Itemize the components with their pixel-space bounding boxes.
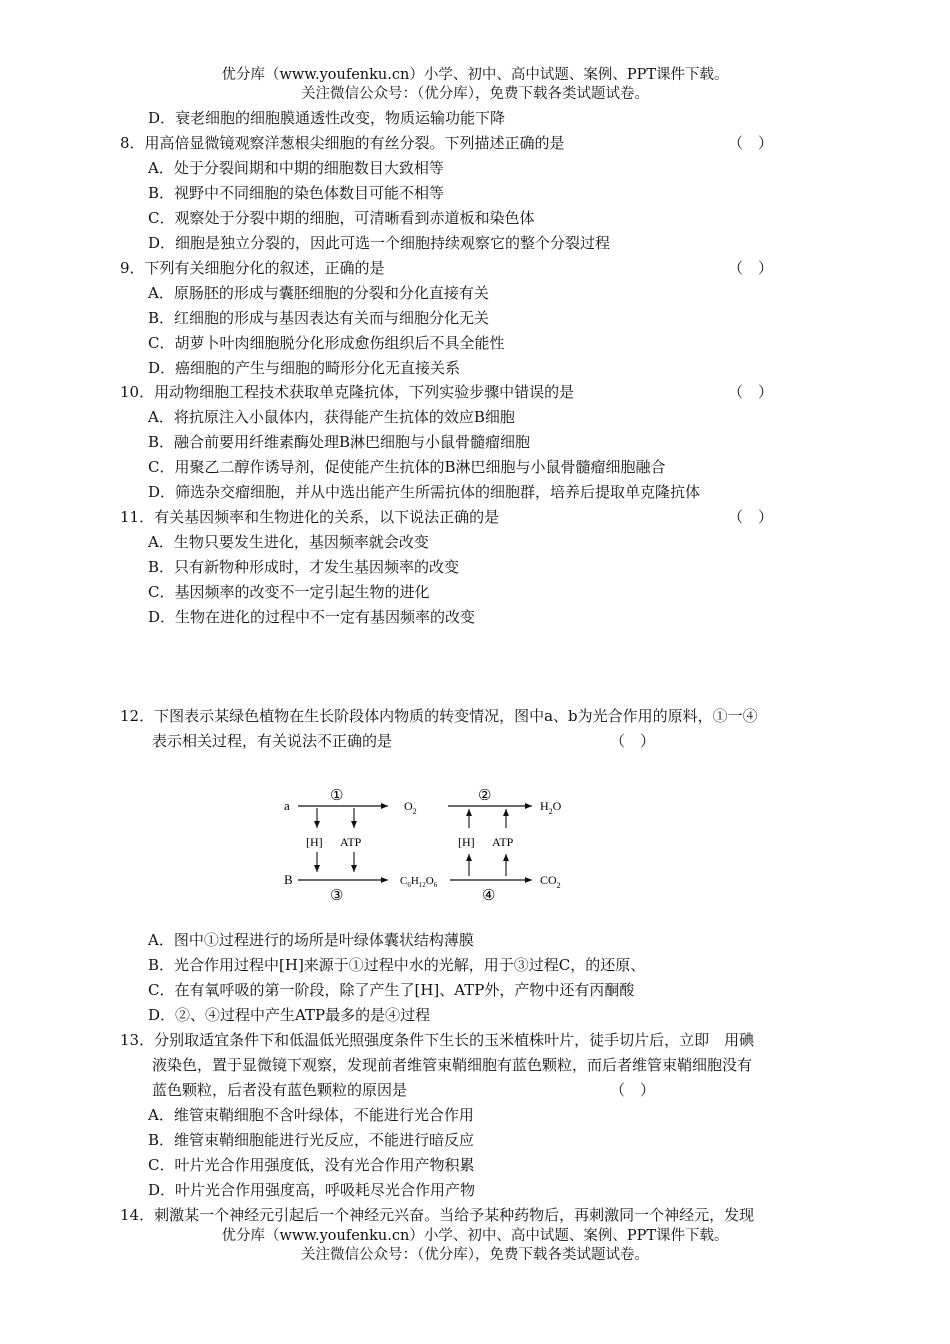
diagram-label-atp-2: ATP <box>492 835 514 849</box>
diagram-label-atp-1: ATP <box>340 835 362 849</box>
diagram-label-h2o: $H_2O$ <box>540 799 562 816</box>
page-header <box>0 66 950 104</box>
q12-option-c: C．在有氧呼吸的第一阶段，除了产生了[H]、ATP外，产物中还有丙酮酸 <box>148 981 635 999</box>
q10-option-b: B．融合前要用纤维素酶处理B淋巴细胞与小鼠骨髓瘤细胞 <box>148 433 531 451</box>
q9-answer-paren: （ ） <box>728 259 774 277</box>
q8-option-b: B．视野中不同细胞的染色体数目可能不相等 <box>148 184 445 202</box>
q11-option-b: B．只有新物种形成时，才发生基因频率的改变 <box>148 558 460 576</box>
q13-stem-line-1: 13．分别取适宜条件下和低温低光照强度条件下生长的玉米植株叶片，徒手切片后，立即 用碘 <box>120 1031 755 1049</box>
diagram-label-co2: $CO_2$ <box>540 873 561 890</box>
q9-option-a: A．原肠胚的形成与囊胚细胞的分裂和分化直接有关 <box>148 284 489 302</box>
q13-answer-paren: （ ） <box>610 1081 656 1099</box>
q13-option-a: A．维管束鞘细胞不含叶绿体，不能进行光合作用 <box>148 1106 474 1124</box>
q10-stem: 10．用动物细胞工程技术获取单克隆抗体，下列实验步骤中错误的是 <box>120 383 575 401</box>
diagram-process-2: ② <box>478 788 492 804</box>
q13-option-b: B．维管束鞘细胞能进行光反应，不能进行暗反应 <box>148 1131 475 1149</box>
header-line-2: 关注微信公众号：（优分库），免费下载各类试题试卷。 <box>301 86 649 102</box>
q10-option-d: D．筛选杂交瘤细胞，并从中选出能产生所需抗体的细胞群，培养后提取单克隆抗体 <box>148 483 701 501</box>
q12-photosynthesis-diagram <box>270 776 590 906</box>
q8-option-a: A．处于分裂间期和中期的细胞数目大致相等 <box>148 159 444 177</box>
header-line-1: 优分库（www.youfenku.cn）小学、初中、高中试题、案例、PPT课件下载。 <box>221 67 729 83</box>
diagram-label-glucose: $C_6H_{12}O_6$ <box>400 875 438 889</box>
q10-option-a: A．将抗原注入小鼠体内，获得能产生抗体的效应B细胞 <box>148 408 515 426</box>
q13-option-d: D．叶片光合作用强度高，呼吸耗尽光合作用产物 <box>148 1181 476 1199</box>
q11-option-d: D．生物在进化的过程中不一定有基因频率的改变 <box>148 608 476 626</box>
q9-option-c: C．胡萝卜叶肉细胞脱分化形成愈伤组织后不具全能性 <box>148 334 505 352</box>
q12-answer-paren: （ ） <box>610 732 656 750</box>
footer-line-1: 优分库（www.youfenku.cn）小学、初中、高中试题、案例、PPT课件下载。 <box>221 1228 729 1244</box>
diagram-process-3: ③ <box>330 888 344 904</box>
q12-option-b: B．光合作用过程中[H]来源于①过程中水的光解，用于③过程C，的还原、 <box>148 956 646 974</box>
q10-answer-paren: （ ） <box>728 383 774 401</box>
page-footer <box>0 1227 950 1265</box>
q11-stem: 11．有关基因频率和生物进化的关系，以下说法正确的是 <box>120 508 500 526</box>
diagram-label-h-2: [H] <box>458 835 475 849</box>
q10-option-c: C．用聚乙二醇作诱导剂，促使能产生抗体的B淋巴细胞与小鼠骨髓瘤细胞融合 <box>148 458 666 476</box>
q12-option-a: A．图中①过程进行的场所是叶绿体囊状结构薄膜 <box>148 931 474 949</box>
q13-stem-line-2: 液染色，置于显微镜下观察，发现前者维管束鞘细胞有蓝色颗粒，而后者维管束鞘细胞没有 <box>152 1056 753 1074</box>
q11-option-a: A．生物只要发生进化，基因频率就会改变 <box>148 533 429 551</box>
q13-stem-line-3: 蓝色颗粒，后者没有蓝色颗粒的原因是 <box>152 1081 408 1099</box>
q12-option-d: D．②、④过程中产生ATP最多的是④过程 <box>148 1006 431 1024</box>
q8-stem: 8．用高倍显微镜观察洋葱根尖细胞的有丝分裂。下列描述正确的是 <box>120 134 565 152</box>
q13-option-c: C．叶片光合作用强度低，没有光合作用产物积累 <box>148 1156 475 1174</box>
q9-option-b: B．红细胞的形成与基因表达有关而与细胞分化无关 <box>148 309 490 327</box>
q11-answer-paren: （ ） <box>728 508 774 526</box>
diagram-label-o2: $O_2$ <box>404 799 417 816</box>
q14-stem-line-1: 14．刺激某一个神经元引起后一个神经元兴奋。当给予某种药物后，再刺激同一个神经元，发现 <box>120 1206 755 1224</box>
q9-option-d: D．癌细胞的产生与细胞的畸形分化无直接关系 <box>148 359 461 377</box>
diagram-label-h-1: [H] <box>306 835 323 849</box>
q7-option-d: D．衰老细胞的细胞膜通透性改变，物质运输功能下降 <box>148 109 506 127</box>
footer-line-2: 关注微信公众号：（优分库），免费下载各类试题试卷。 <box>301 1247 649 1263</box>
diagram-label-a: a <box>284 798 290 813</box>
q12-stem-line-2: 表示相关过程，有关说法不正确的是 <box>152 732 393 750</box>
q9-stem: 9．下列有关细胞分化的叙述，正确的是 <box>120 259 385 277</box>
diagram-label-b: B <box>284 872 293 887</box>
diagram-process-1: ① <box>330 788 344 804</box>
diagram-process-4: ④ <box>482 888 496 904</box>
q8-option-c: C．观察处于分裂中期的细胞，可清晰看到赤道板和染色体 <box>148 209 535 227</box>
q8-answer-paren: （ ） <box>728 134 774 152</box>
q8-option-d: D．细胞是独立分裂的，因此可选一个细胞持续观察它的整个分裂过程 <box>148 234 611 252</box>
q12-stem-line-1: 12．下图表示某绿色植物在生长阶段体内物质的转变情况，图中a、b为光合作用的原料，①一④ <box>120 707 758 725</box>
q11-option-c: C．基因频率的改变不一定引起生物的进化 <box>148 583 430 601</box>
